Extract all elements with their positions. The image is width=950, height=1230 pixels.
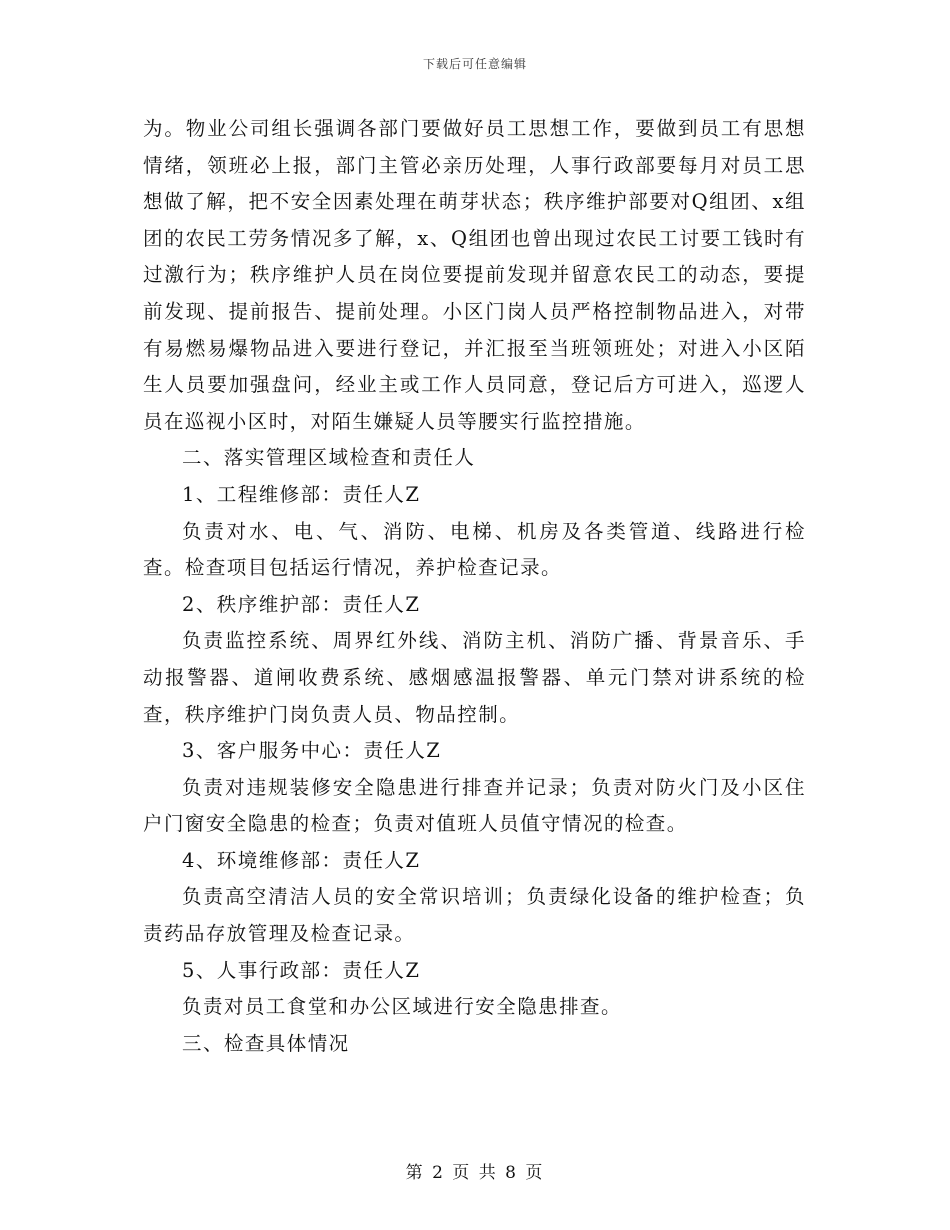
page-header: 下载后可任意编辑	[422, 57, 527, 71]
document-body	[143, 111, 806, 1062]
section-heading-3: 三、检查具体情况	[182, 1031, 350, 1055]
paragraph-environment: 负责高空清洁人员的安全常识培训；负责绿化设备的维护检查；负责药品存放管理及检查记录。	[143, 885, 806, 946]
paragraph-continuation: 为。物业公司组长强调各部门要做好员工思想工作，要做到员工有思想情绪，领班必上报，部门主管必亲历处理，人事行政部要每月对员工思想做了解，把不安全因素处理在萌芽状态；秩序维护部要对Q组团、x组团的农民工劳务情况多了解，x、Q组团也曾出现过农民工讨要工钱时有过激行为；秩序维护人员在岗位要提前发现并留意农民工的动态，要提前发现、提前报告、提前处理。小区门岗人员严格控制物品进入，对带有易燃易爆物品进入要进行登记，并汇报至当班领班处；对进入小区陌生人员要加强盘问，经业主或工作人员同意，登记后方可进入，巡逻人员在巡视小区时，对陌生嫌疑人员等腰实行监控措施。	[143, 117, 806, 433]
paragraph-hr-admin: 负责对员工食堂和办公区域进行安全隐患排查。	[182, 995, 622, 1019]
subsection-environment: 4、环境维修部：责任人Z	[182, 848, 421, 872]
subsection-customer-service: 3、客户服务中心：责任人Z	[182, 739, 442, 763]
paragraph-order-maintenance: 负责监控系统、周界红外线、消防主机、消防广播、背景音乐、手动报警器、道闸收费系统、感烟感温报警器、单元门禁对讲系统的检查，秩序维护门岗负责人员、物品控制。	[143, 629, 806, 726]
subsection-engineering: 1、工程维修部：责任人Z	[182, 482, 421, 506]
page-number-footer: 第 2 页 共 8 页	[405, 1163, 545, 1183]
paragraph-customer-service: 负责对违规装修安全隐患进行排查并记录；负责对防火门及小区住户门窗安全隐患的检查；负责对值班人员值守情况的检查。	[143, 775, 806, 836]
subsection-order-maintenance: 2、秩序维护部：责任人Z	[182, 592, 421, 616]
section-heading-2: 二、落实管理区域检查和责任人	[182, 446, 476, 470]
subsection-hr-admin: 5、人事行政部：责任人Z	[182, 958, 421, 982]
paragraph-engineering: 负责对水、电、气、消防、电梯、机房及各类管道、线路进行检查。检查项目包括运行情况，养护检查记录。	[143, 519, 806, 580]
